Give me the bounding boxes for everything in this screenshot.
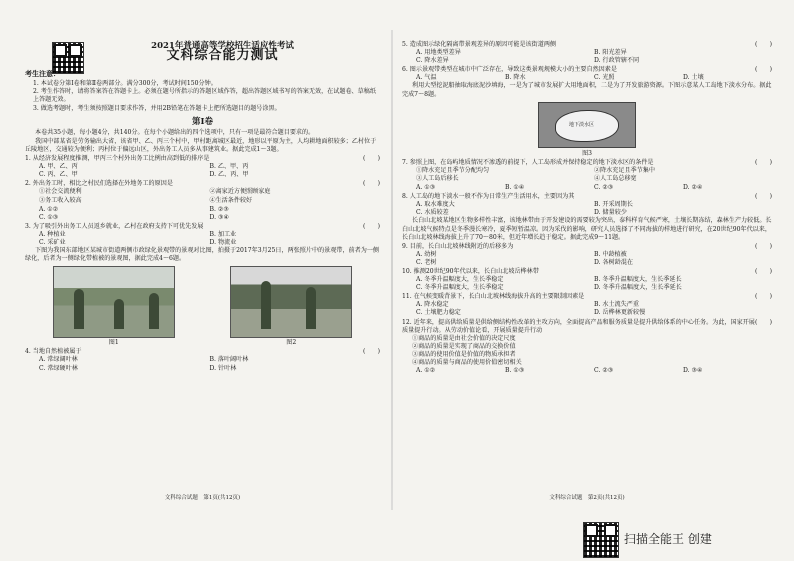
answer-option: A. 甲、乙、丙 <box>39 163 78 171</box>
question-stem: 9. 目前，长白山北坡林线附近的后移多为 <box>402 242 514 250</box>
exam-title: 文科综合能力测试 <box>166 48 279 64</box>
question <box>25 206 380 222</box>
question: 5. 造成图示绿化隔离带景观差异的原因可能是该街道两侧 ( ) A. 用地类型差异 B. 阳光差异 C. 降水差异 D. 行政管辖不同 <box>402 41 772 65</box>
answer-option: B. 乙、甲、丙 <box>209 163 249 171</box>
answer-option: ③人工岛后移长 <box>416 174 459 182</box>
answer-option: B. 加工业 <box>209 230 237 238</box>
right-footer: 文科综合试题 第2页(共12页) <box>549 494 625 501</box>
figure-3-caption: 图3 <box>582 149 592 157</box>
question-12: 12. 近年来，提高供给质量是供给侧结构性改革的主攻方向，全面提高产品和服务质量是提升供给体系的中心任务。为此，国家开展质量提升行动。从劳动价值论看，开展质量提升行动 ( ) ①商品的质量是由社会价值的决定尺度 ②商品的质量是实现了商品的交换价值 ③商品的使用价值是价值的物质承担者 ④商品的质量与商品的使用价值密切相关 A. ①② B. ①③ C. ②③ D. ③④ <box>402 318 772 375</box>
right-questions-a <box>402 41 772 82</box>
notice-block <box>25 70 380 112</box>
passage-2: 下图为我国东部地区某城市街道两侧市政绿化景观带的景观对比图，拍摄于2017年3月25日，两张照片中的景观带，前者为一侧绿化，后者为一侧绿化带植被的景观图，据此完成4～6题。 <box>25 247 380 263</box>
answer-option: D. 乙、丙、甲 <box>209 171 249 179</box>
section-intro: 本卷共35小题，每小题4分，共140分。在每个小题给出的四个选项中，只有一项是最符合题目要求的。 <box>35 128 315 136</box>
answer-option: A. ①③ <box>416 184 436 192</box>
question-stem: 3. 为了吸引外出务工人员返乡就业，乙村在政府支持下可优先发展 <box>25 222 204 230</box>
question-stem: 10. 推测20世纪90年代以来，长白山北坡岳桦林带 <box>402 267 539 275</box>
question-stem: 1. 从经济发展程度推测，甲丙三个村外出务工比例由高到低的排序是 <box>25 155 210 163</box>
question: 3. 为了吸引外出务工人员返乡就业，乙村在政府支持下可优先发展 ( ) A. 种植业 B. 加工业 C. 采矿业 D. 物流业 <box>25 222 380 246</box>
page-fold <box>391 30 393 510</box>
answer-option: B. ①④ <box>505 184 525 192</box>
answer-option: ④人工岛总移宽 <box>594 174 637 182</box>
notice-item: 1. 本试卷分第Ⅰ卷和第Ⅱ卷两部分。满分300分，考试时间150分钟。 <box>33 80 217 88</box>
answer-option: D. 物流业 <box>209 238 237 246</box>
answer-option: B. ②③ <box>209 205 229 213</box>
question-4: 4. 当地自然植被属于 ( ) A. 常绿阔叶林 B. 落叶阔叶林 C. 常绿硬叶林 D. 针叶林 <box>25 348 380 372</box>
question: 11. 在气候变暖背景下，长白山北坡林线海拔升高的主要限制因素是 ( ) A. 降水稳定 B. 水土流失严重 C. 土壤肥力稳定 D. 岳桦林更新较慢 <box>402 293 772 317</box>
passage-1: 我国中部某省是劳务输出大省，该省甲、乙、丙三个村中，甲村距离城区最近，地形以平原为主，人均耕地面积较多；乙村位于丘陵地区，交通较为便利；丙村位于偏远山区，外出务工人员多从事建筑业。据此完成1～3题。 <box>25 137 377 153</box>
question: 1. 从经济发展程度推测，甲丙三个村外出务工比例由高到低的排序是 ( ) A. 甲、乙、丙 B. 乙、甲、丙 C. 丙、乙、甲 D. 乙、丙、甲 <box>25 155 380 179</box>
answer-option: C. 冬季升温幅度大，生长季稳定 <box>416 284 504 292</box>
answer-option: A. 取水难度大 <box>416 201 455 209</box>
answer-option: D. 土壤 <box>683 74 704 82</box>
left-questions <box>25 155 380 247</box>
answer-option: A. 幼树 <box>416 250 437 258</box>
question <box>402 184 772 192</box>
answer-option: D. 行政管辖不同 <box>594 57 640 65</box>
answer-option: A. 冬季升温幅度大，生长季稳定 <box>416 276 504 284</box>
map-label: 地下淡水区 <box>569 121 595 128</box>
answer-option: D. 岳桦林更新较慢 <box>594 309 646 317</box>
question: 8. 人工岛的地下淡水一般不作为日常生产生活用水，主要因为其 ( ) A. 取水难度大 B. 开采周期长 C. 水质较差 D. 储量较少 <box>402 193 772 217</box>
scanner-qr-icon <box>583 522 619 558</box>
answer-option: A. 用地类型差异 <box>416 49 461 57</box>
answer-option: A. 降水稳定 <box>416 301 449 309</box>
answer-option: A. 种植业 <box>39 230 66 238</box>
photo-figure-2 <box>230 266 352 338</box>
answer-option: C. 土壤肥力稳定 <box>416 309 461 317</box>
part-heading: 第Ⅰ卷 <box>192 116 213 127</box>
notice-item: 2. 考生作答时，请将答案答在答题卡上。必须在题号所指示的答题区域作答，超出答题区域书写的答案无效，在试题卷、草稿纸上答题无效。 <box>33 88 376 104</box>
answer-option: B. 中龄植被 <box>594 250 627 258</box>
question-stem: 2. 外出务工时，相比之村民们选择在外地务工的原因是 <box>25 180 173 188</box>
question: 6. 图示景观带类型在城市中广泛存在，导致这类景观规模大小的主要自然因素是 ( ) A. 气温 B. 降水 C. 光照 D. 土壤 <box>402 66 772 82</box>
exam-line1: 2021年普通高等学校招生适应性考试 <box>151 41 294 51</box>
answer-option: C. 采矿业 <box>39 238 66 246</box>
notice-heading: 考生注意： <box>25 69 60 79</box>
answer-option: ②降水充足且季节集中 <box>594 166 655 174</box>
left-footer: 文科综合试题 第1页(共12页) <box>164 494 241 501</box>
figure-1-caption: 图1 <box>108 339 119 347</box>
answer-option: B. 开采周期长 <box>594 201 633 209</box>
question: 7. 参照上图，在岛屿地质情况不渗透的前提下，人工岛形成并保持稳定的地下淡水区的条件是 ( ) ①降水充足且季节分配均匀 ②降水充足且季节集中 ③人工岛后移长 ④人工岛总移宽 <box>402 158 772 182</box>
passage-3: 利用大型挖泥船抽取海底泥沙填海，一是为了城市发展扩大用地面积，二是为了开发旅游资源。下图示意某人工岛地下淡水分布。据此完成7～8题。 <box>402 82 772 98</box>
answer-option: ④生活条件较好 <box>209 196 253 204</box>
answer-option: D. ②④ <box>683 184 703 192</box>
answer-option: B. 冬季升温幅度大，生长季延长 <box>594 276 682 284</box>
answer-option: C. 老树 <box>416 258 437 266</box>
right-questions-b <box>402 159 772 218</box>
question: 9. 目前，长白山北坡林线附近的后移多为 ( ) A. 幼树 B. 中龄植被 C. 老树 D. 各树龄混在 <box>402 242 772 266</box>
answer-option: C. 水质较差 <box>416 209 449 217</box>
passage-4: 长白山北坡某地区生物多样性丰富，该地林带由于开发建设的需要较为突出，泰科样育气候严寒，土壤长期冻结，森林生产力较低。长白山北坡气候特点是冬季漫长寒冷，夏季短暂温凉。因为采伐的影响，研究人员选择了不同海拔的样地进行研究，在20世纪90年代以来，长白山北坡林线海拔上升了70～80米，但近年增长趋于稳定。据此完成9～11题。 <box>402 217 772 241</box>
figure-2-caption: 图2 <box>286 339 297 347</box>
left-page <box>25 40 380 500</box>
answer-option: D. 各树龄混在 <box>594 258 634 266</box>
question-stem: 11. 在气候变暖背景下，长白山北坡林线海拔升高的主要限制因素是 <box>402 293 585 301</box>
answer-option: C. ②③ <box>594 184 614 192</box>
question-stem: 7. 参照上图，在岛屿地质情况不渗透的前提下，人工岛形成并保持稳定的地下淡水区的条件是 <box>402 158 654 166</box>
question: 2. 外出务工时，相比之村民们选择在外地务工的原因是 ( ) ①社会交流便利 ②离家近方便照顾家庭 ③务工收入较高 ④生活条件较好 <box>25 180 380 204</box>
answer-option: D. ③④ <box>209 213 229 221</box>
answer-option: D. 储量较少 <box>594 209 627 217</box>
right-page <box>402 40 772 500</box>
answer-option: D. 冬季升温幅度大，生长季延长 <box>594 284 682 292</box>
question-stem: 8. 人工岛的地下淡水一般不作为日常生产生活用水，主要因为其 <box>402 193 575 201</box>
question-stem: 6. 图示景观带类型在城市中广泛存在，导致这类景观规模大小的主要自然因素是 <box>402 66 617 74</box>
answer-option: B. 水土流失严重 <box>594 301 639 309</box>
answer-option: ③务工收入较高 <box>39 196 82 204</box>
answer-option: A. ①② <box>39 205 59 213</box>
answer-option: ①社会交流便利 <box>39 188 82 196</box>
scanner-watermark: 扫描全能王 创建 <box>624 532 712 546</box>
question-stem: 5. 造成图示绿化隔离带景观差异的原因可能是该街道两侧 <box>402 41 557 48</box>
answer-option: ②离家近方便照顾家庭 <box>209 188 271 196</box>
right-questions-c <box>402 243 772 318</box>
answer-option: B. 降水 <box>505 74 526 82</box>
answer-option: C. 降水差异 <box>416 57 449 65</box>
question: 10. 推测20世纪90年代以来，长白山北坡岳桦林带 ( ) A. 冬季升温幅度大，生长季稳定 B. 冬季升温幅度大，生长季延长 C. 冬季升温幅度大，生长季稳定 D. 冬季升温幅度大，生长季延长 <box>402 267 772 292</box>
photo-figure-1 <box>53 266 175 338</box>
answer-option: C. 光照 <box>594 74 615 82</box>
answer-option: A. 气温 <box>416 74 437 82</box>
island-map-figure <box>538 102 636 148</box>
answer-option: B. 阳光差异 <box>594 49 627 57</box>
answer-option: C. 丙、乙、甲 <box>39 171 78 179</box>
answer-option: ①降水充足且季节分配均匀 <box>416 166 490 174</box>
notice-item: 3. 做选考题时，考生须按照题目要求作答，并用2B铅笔在答题卡上把所选题目的题号涂黑。 <box>33 104 281 112</box>
answer-option: C. ①③ <box>39 213 59 221</box>
figure-row <box>25 266 380 338</box>
